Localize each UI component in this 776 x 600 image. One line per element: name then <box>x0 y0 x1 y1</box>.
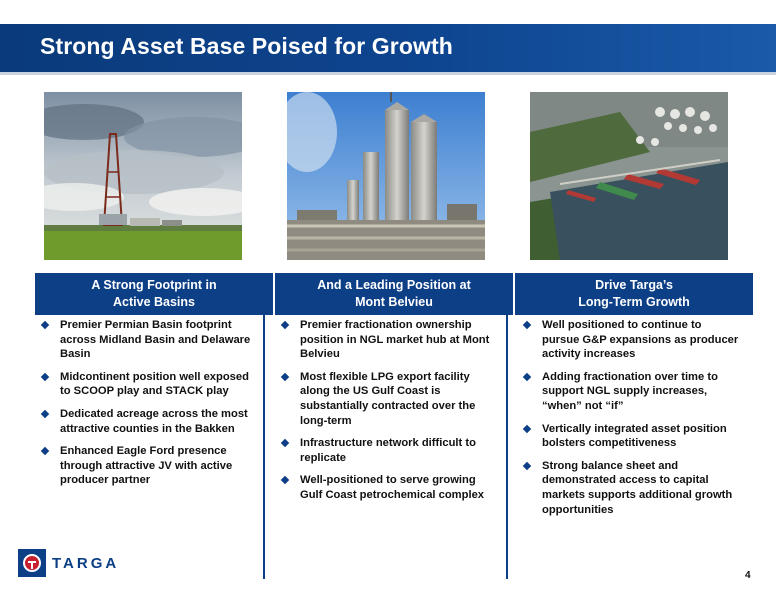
column-heading-mont-belvieu <box>275 273 513 315</box>
bullet-item <box>278 473 498 502</box>
diamond-bullet-icon <box>281 373 289 381</box>
slide-title: Strong Asset Base Poised for Growth <box>40 33 453 59</box>
bullet-text: Premier Permian Basin footprint across Midland Basin and Delaware Basin <box>60 319 251 361</box>
bullet-text: Dedicated acreage across the most attractive counties in the Bakken <box>60 407 248 435</box>
column-heading-line: Active Basins <box>113 295 195 309</box>
diamond-bullet-icon <box>41 373 49 381</box>
bullet-text: Strong balance sheet and demonstrated access to capital markets supports additional growth opportunities <box>542 459 733 516</box>
bullet-text: Enhanced Eagle Ford presence through attractive JV with active producer partner <box>60 445 233 487</box>
export-terminal-aerial-photo <box>530 92 728 260</box>
page-number: 4 <box>745 570 751 581</box>
bullet-text: Vertically integrated asset position bolsters competitiveness <box>542 422 727 450</box>
bullet-item <box>38 370 258 399</box>
bullet-text: Well positioned to continue to pursue G&P expansions as producer activity increases <box>542 319 739 361</box>
column-heading-growth <box>515 273 753 315</box>
fractionation-towers-photo <box>287 92 485 260</box>
bullet-item <box>520 459 740 517</box>
title-underline <box>0 72 776 75</box>
column-heading-line: Long-Term Growth <box>578 295 690 309</box>
diamond-bullet-icon <box>523 321 531 329</box>
bullet-text: Adding fractionation over time to support NGL supply increases, “when” not “if” <box>542 370 718 412</box>
bullet-item <box>38 318 258 362</box>
title-bar <box>0 24 776 72</box>
targa-logo-mark-icon <box>18 549 46 577</box>
diamond-bullet-icon <box>523 424 531 432</box>
diamond-bullet-icon <box>41 410 49 418</box>
diamond-bullet-icon <box>281 439 289 447</box>
diamond-bullet-icon <box>41 447 49 455</box>
diamond-bullet-icon <box>281 476 289 484</box>
bullet-item <box>278 370 498 428</box>
bullet-item <box>278 318 498 362</box>
diamond-bullet-icon <box>281 321 289 329</box>
bullet-text: Most flexible LPG export facility along the US Gulf Coast is substantially contracted over the long-term <box>300 370 476 427</box>
bullet-item <box>520 318 740 362</box>
targa-logo <box>18 549 126 579</box>
bullet-text: Well-positioned to serve growing Gulf Coast petrochemical complex <box>300 474 485 501</box>
bullet-item <box>38 407 258 436</box>
bullet-list-growth <box>520 318 740 525</box>
column-heading-line: Drive Targa’s <box>595 278 673 292</box>
logo-wordmark: TARGA <box>52 555 120 572</box>
column-heading-line: And a Leading Position at <box>317 278 471 292</box>
diamond-bullet-icon <box>523 462 531 470</box>
bullet-item <box>278 436 498 465</box>
bullet-item <box>38 444 258 488</box>
diamond-bullet-icon <box>41 321 49 329</box>
column-heading-footprint <box>35 273 273 315</box>
bullet-item <box>520 422 740 451</box>
column-heading-line: A Strong Footprint in <box>91 278 217 292</box>
column-divider <box>506 315 508 579</box>
drilling-rig-photo <box>44 92 242 260</box>
bullet-item <box>520 370 740 414</box>
bullet-text: Premier fractionation ownership position in NGL market hub at Mont Belvieu <box>300 319 490 361</box>
column-divider <box>263 315 265 579</box>
diamond-bullet-icon <box>523 373 531 381</box>
bullet-list-mont-belvieu <box>278 318 498 511</box>
bullet-list-footprint <box>38 318 258 496</box>
bullet-text: Midcontinent position well exposed to SCOOP play and STACK play <box>60 370 249 398</box>
bullet-text: Infrastructure network difficult to replicate <box>300 437 476 464</box>
column-heading-line: Mont Belvieu <box>355 295 433 309</box>
